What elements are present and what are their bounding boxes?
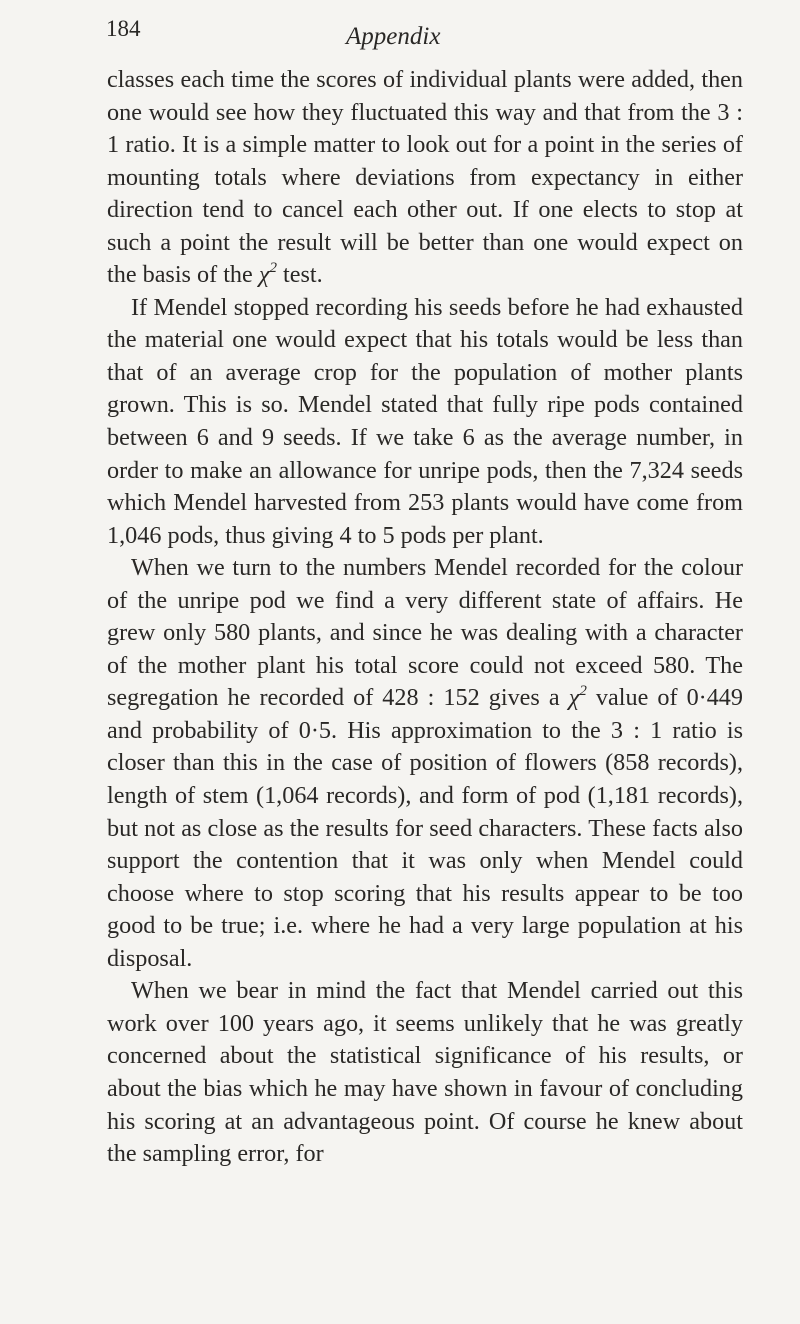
paragraph-2: If Mendel stopped recording his seeds before he had exhausted the material one would expect that his totals would be less than that of an average crop for the population of mother plants grown. This is so. Mendel stated that fully ripe pods contained between 6 and 9 seeds. If we take 6 as the average number, in order to make an allowance for unripe pods, then the 7,324 seeds which Mendel harvested from 253 plants would have come from 1,046 pods, thus giving 4 to 5 pods per plant. — [107, 293, 743, 549]
paragraph-3-text-a: When we turn to the numbers Mendel recorded for the colour of the unripe pod we find a very different state of affairs. He grew only 580 plants, and since he was dealing with a character of the mother plant his total score could not exceed 580. The segregation he recorded of 428 : 152 gives a — [107, 554, 743, 712]
squared-superscript: 2 — [269, 260, 277, 277]
paragraph-1-text-a: classes each time the scores of individual plants were added, then one would see how they fluctuated this way and that from the 3 : 1 ratio. It is a simple matter to look out for a point in the series of mounting totals where deviations from expectancy in either direction tend to cancel each other out. If one elects to stop at such a point the result will be better than one would expect on the basis of the — [107, 66, 743, 289]
paragraph-1 — [107, 64, 743, 292]
paragraph-3-text-b: value of 0·449 and probability of 0·5. His approximation to the 3 : 1 ratio is closer than this in the case of position of flowers (858 records), length of stem (1,064 records), and form of pod (1,181 records), but not as close as the results for seed characters. These facts also support the contention that it was only when Mendel could choose where to stop scoring that his results appear to be too good to be true; i.e. where he had a very large population at his disposal. — [107, 684, 743, 972]
chi-squared-symbol — [259, 261, 277, 288]
running-head: Appendix — [346, 23, 441, 50]
paragraph-4: When we bear in mind the fact that Mendel carried out this work over 100 years ago, it seems unlikely that he was greatly concerned about the statistical significance of his results, or about the bias which he may have shown in favour of concluding his scoring at an advantageous point. Of course he knew about the sampling error, for — [107, 977, 743, 1168]
paragraph-1-text-b: test. — [276, 261, 323, 289]
body-text — [107, 64, 743, 1171]
chi-squared-symbol — [569, 684, 587, 711]
paragraph-3 — [107, 552, 743, 975]
squared-superscript: 2 — [579, 683, 587, 700]
chi-letter: χ — [568, 684, 580, 712]
chi-letter: χ — [258, 261, 270, 289]
page-number: 184 — [106, 16, 141, 41]
